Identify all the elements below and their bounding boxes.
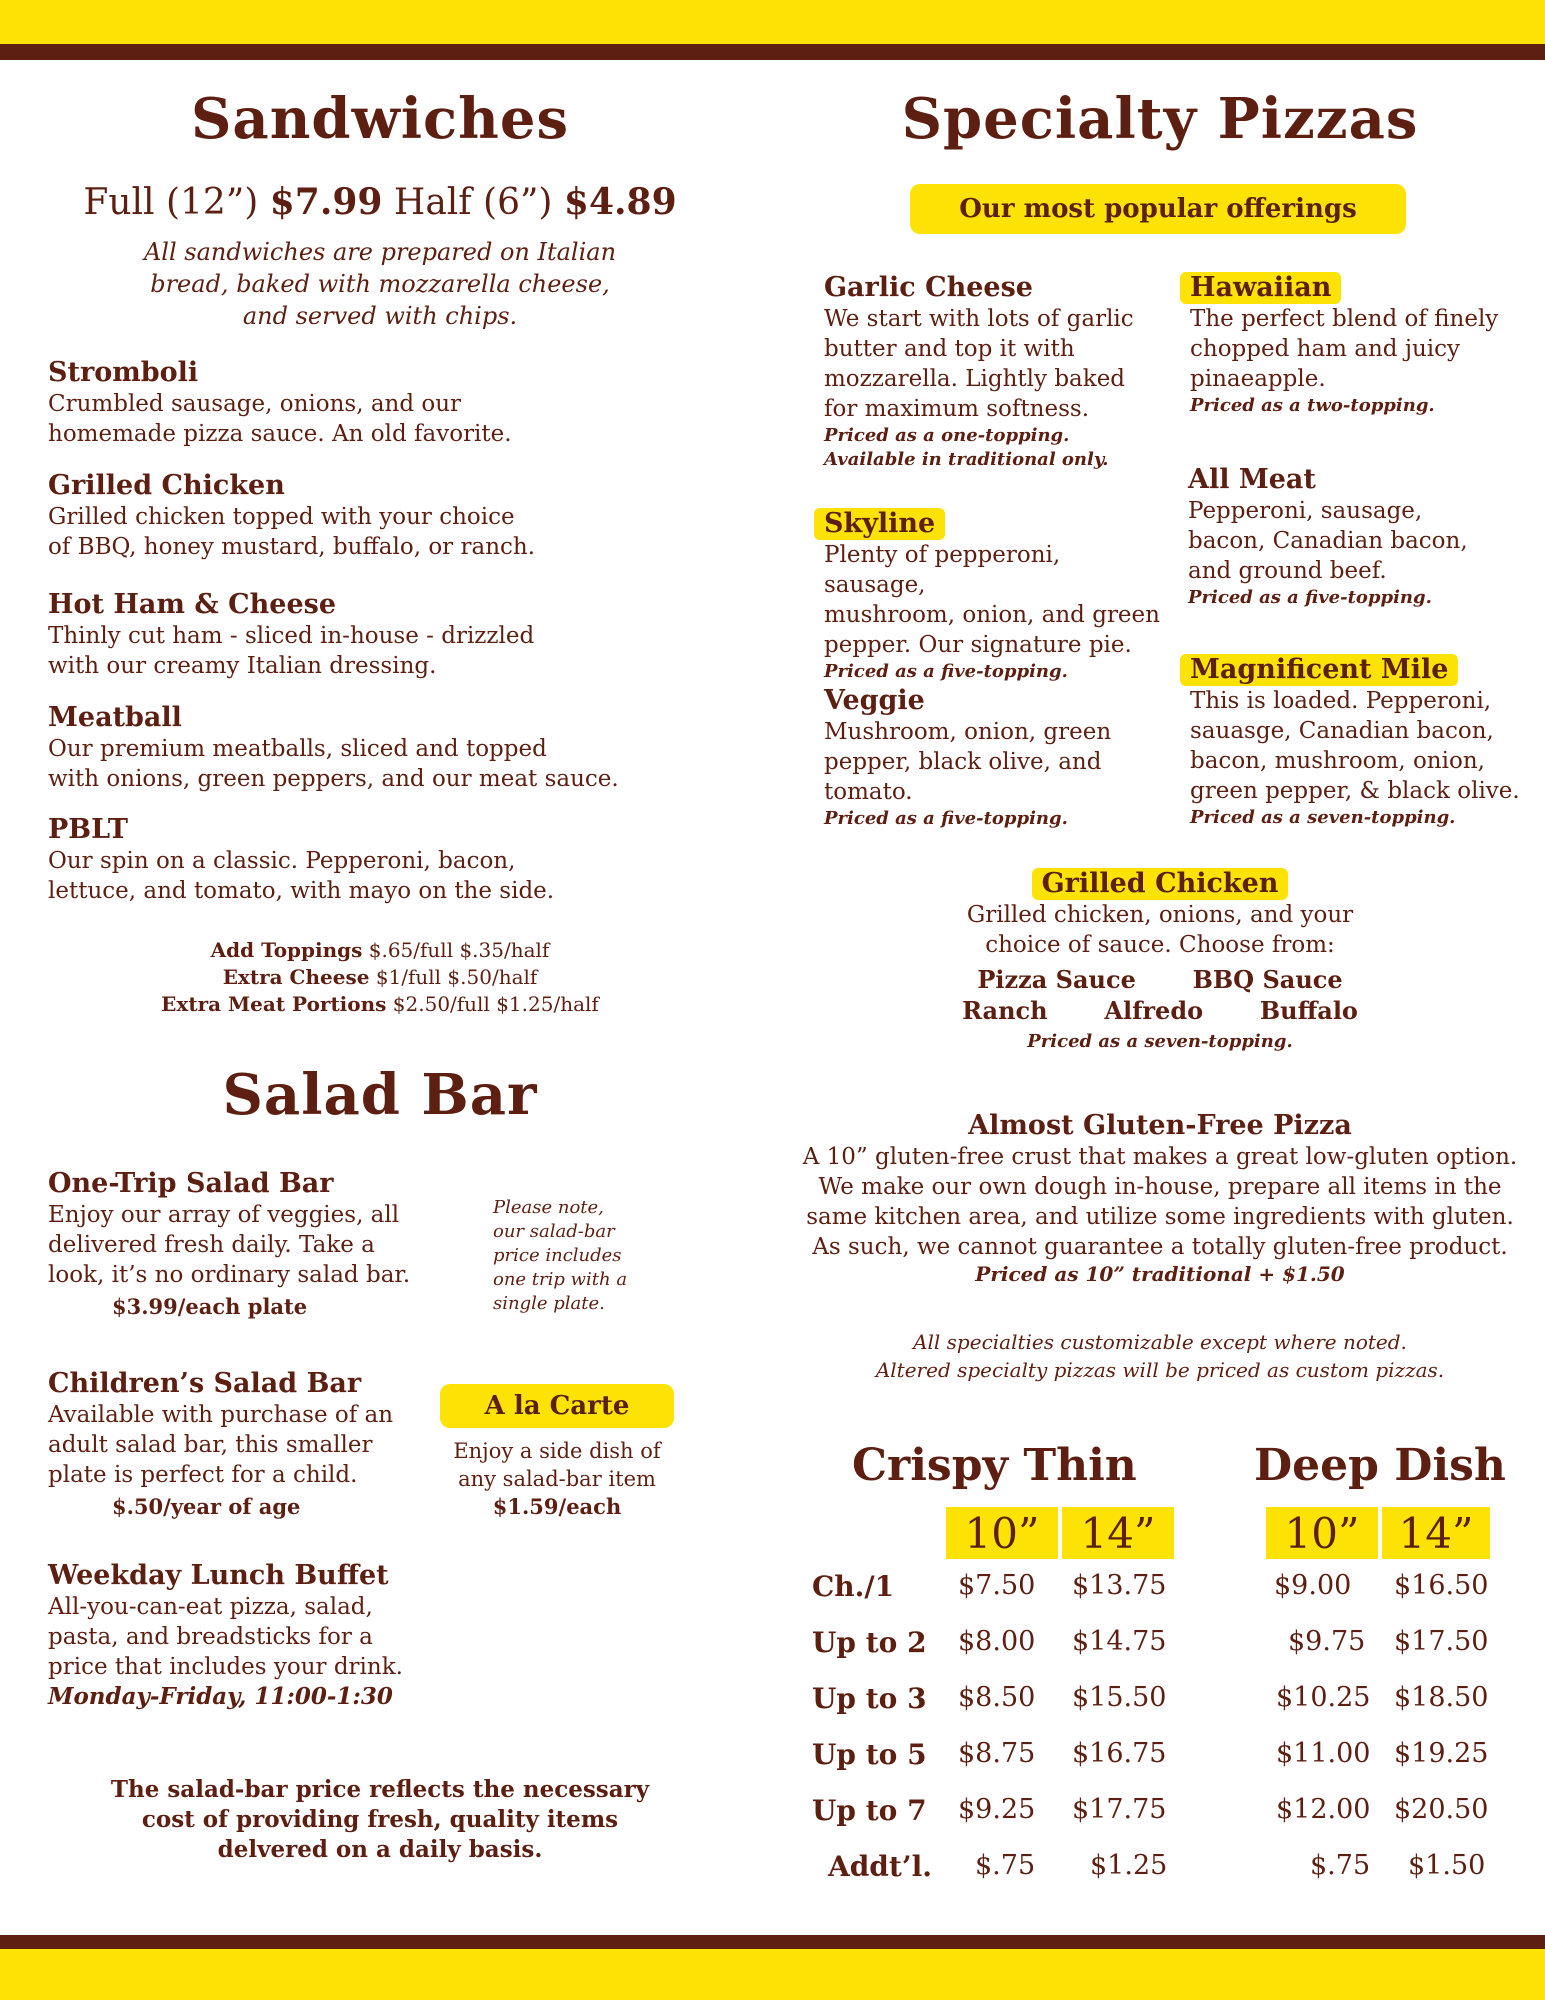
- item-desc-line: pepper. Our signature pie.: [824, 632, 1132, 658]
- footer-line: The salad-bar price reflects the necessary: [110, 1776, 650, 1803]
- sandwiches-section: [40, 86, 720, 152]
- item-name: Grilled Chicken: [1032, 868, 1289, 900]
- price-row: [810, 1622, 1510, 1678]
- sauce-row: [900, 996, 1420, 1026]
- item-desc-line: Pepperoni, sausage,: [1188, 498, 1423, 524]
- item-name: Veggie: [824, 685, 925, 716]
- item-desc-line: We start with lots of garlic: [824, 306, 1134, 332]
- deep-14-price: $1.50: [1408, 1850, 1486, 1881]
- item-desc-line: butter and top it with: [824, 336, 1075, 362]
- pizza-garlic-cheese: [824, 272, 1154, 472]
- item-name: Stromboli: [48, 357, 199, 388]
- thin-10-header: 10”: [946, 1507, 1058, 1559]
- item-desc-line: with our creamy Italian dressing.: [48, 653, 437, 679]
- pizza-grilled-chicken: [900, 868, 1420, 1054]
- pizzas-section: [790, 86, 1530, 152]
- thin-14-price: $17.75: [1072, 1794, 1167, 1825]
- intro-line: bread, baked with mozzarella cheese,: [150, 270, 610, 298]
- salad-buffet: [48, 1560, 488, 1712]
- custom-note-line: Altered specialty pizzas will be priced as custom pizzas.: [875, 1358, 1445, 1382]
- item-desc-line: lettuce, and tomato, with mayo on the side.: [48, 878, 555, 904]
- item-desc-line: Available with purchase of an: [48, 1402, 394, 1428]
- deep-14-price: $18.50: [1394, 1682, 1489, 1713]
- thin-10-price: $8.50: [958, 1682, 1036, 1713]
- item-name: Hawaiian: [1180, 272, 1341, 304]
- full-size-label: Full (12”): [83, 182, 259, 223]
- item-price: $3.99/each plate: [112, 1294, 308, 1319]
- crispy-thin-title: Crispy Thin: [852, 1440, 1137, 1491]
- price-row: [810, 1734, 1510, 1790]
- pricing-note: Priced as a seven-topping.: [1190, 807, 1456, 828]
- deep-10-price: $12.00: [1276, 1794, 1371, 1825]
- item-desc-line: All-you-can-eat pizza, salad,: [48, 1594, 373, 1620]
- pricing-note: Priced as a five-topping.: [1188, 587, 1432, 608]
- item-desc-line: tomato.: [824, 779, 913, 805]
- item-desc-line: Plenty of pepperoni, sausage,: [824, 542, 1061, 598]
- bottom-yellow-band: [0, 1949, 1545, 2000]
- extra-label: Extra Cheese: [222, 965, 370, 989]
- extra-label: Extra Meat Portions: [161, 992, 387, 1016]
- salad-one-trip: [48, 1168, 448, 1319]
- price-row: [810, 1790, 1510, 1846]
- thin-10-price: $.75: [975, 1850, 1036, 1881]
- item-name: Children’s Salad Bar: [48, 1368, 362, 1399]
- item-price: $.50/year of age: [112, 1494, 301, 1519]
- item-desc-line: As such, we cannot guarantee a totally gluten-free product.: [812, 1234, 1508, 1260]
- price-row: [810, 1678, 1510, 1734]
- deep-10-price: $10.25: [1276, 1682, 1371, 1713]
- item-name: Hot Ham & Cheese: [48, 589, 336, 620]
- pizzas-title: Specialty Pizzas: [901, 86, 1419, 152]
- item-desc-line: adult salad bar, this smaller: [48, 1432, 373, 1458]
- item-desc-line: Our premium meatballs, sliced and topped: [48, 736, 547, 762]
- salad-section: [40, 1062, 720, 1128]
- item-name: Grilled Chicken: [48, 470, 285, 501]
- top-brown-rule: [0, 44, 1545, 60]
- item-name: Garlic Cheese: [824, 272, 1033, 303]
- intro-line: and served with chips.: [242, 302, 518, 330]
- sauce-option: Alfredo: [1104, 996, 1204, 1025]
- extra-row: [40, 964, 720, 991]
- item-desc-line: of BBQ, honey mustard, buffalo, or ranch.: [48, 534, 536, 560]
- half-size-label: Half (6”): [393, 182, 553, 223]
- a-la-carte-label: A la Carte: [440, 1384, 674, 1428]
- extra-label: Add Toppings: [210, 938, 363, 962]
- sandwiches-title: Sandwiches: [190, 86, 570, 152]
- item-desc-line: mushroom, onion, and green: [824, 602, 1160, 628]
- note-line: one trip with a: [493, 1269, 628, 1290]
- deep-10-price: $9.75: [1288, 1626, 1366, 1657]
- note-line: our salad-bar: [493, 1221, 615, 1242]
- item-name: All Meat: [1188, 464, 1316, 495]
- salad-title: Salad Bar: [222, 1062, 538, 1128]
- item-desc-line: for maximum softness.: [824, 396, 1090, 422]
- deep-14-price: $20.50: [1394, 1794, 1489, 1825]
- item-desc-line: Mushroom, onion, green: [824, 719, 1112, 745]
- pricing-note: Priced as a seven-topping.: [1027, 1031, 1293, 1052]
- pizza-hawaiian: [1180, 272, 1520, 418]
- intro-line: All sandwiches are prepared on Italian: [143, 238, 617, 266]
- item-desc-line: choice of sauce. Choose from:: [985, 932, 1335, 958]
- item-desc-line: mozzarella. Lightly baked: [824, 366, 1126, 392]
- item-desc-line: same kitchen area, and utilize some ingredients with gluten.: [806, 1204, 1514, 1230]
- pricing-note: Priced as a one-topping.: [824, 425, 1070, 446]
- item-desc-line: Our spin on a classic. Pepperoni, bacon,: [48, 848, 516, 874]
- sandwich-item-pblt: [48, 814, 668, 906]
- item-desc-line: A 10” gluten-free crust that makes a great low-gluten option.: [802, 1144, 1518, 1170]
- item-desc-line: delivered fresh daily. Take a: [48, 1232, 375, 1258]
- pricing-note: Available in traditional only.: [824, 449, 1109, 470]
- salad-note: [493, 1196, 673, 1316]
- item-name: One-Trip Salad Bar: [48, 1168, 334, 1199]
- salad-footer: [70, 1775, 690, 1865]
- pricing-note: Priced as a five-topping.: [824, 808, 1068, 829]
- custom-note-line: All specialties customizable except where noted.: [913, 1330, 1407, 1354]
- a-la-carte-price: $1.59/each: [492, 1494, 622, 1519]
- deep-14-price: $17.50: [1394, 1626, 1489, 1657]
- item-desc-line: price that includes your drink.: [48, 1654, 403, 1680]
- bottom-brown-rule: [0, 1935, 1545, 1949]
- deep-14-price: $16.50: [1394, 1570, 1489, 1601]
- deep-14-header: 14”: [1382, 1507, 1490, 1559]
- deep-10-price: $11.00: [1276, 1738, 1371, 1769]
- thin-10-price: $7.50: [958, 1570, 1036, 1601]
- note-line: price includes: [493, 1245, 622, 1266]
- note-line: Please note,: [493, 1197, 604, 1218]
- item-name: Skyline: [814, 508, 945, 540]
- row-label: Ch./1: [812, 1570, 895, 1603]
- item-desc-line: homemade pizza sauce. An old favorite.: [48, 421, 512, 447]
- sauce-option: BBQ Sauce: [1192, 965, 1343, 994]
- item-desc-line: Crumbled sausage, onions, and our: [48, 391, 462, 417]
- item-desc-line: Enjoy our array of veggies, all: [48, 1202, 400, 1228]
- sandwich-extras: [40, 937, 720, 1018]
- pricing-note: Priced as a two-topping.: [1190, 395, 1435, 416]
- extra-price: $.65/full $.35/half: [368, 938, 550, 962]
- sauce-option: Pizza Sauce: [977, 965, 1136, 994]
- item-name: Weekday Lunch Buffet: [48, 1560, 389, 1591]
- pizza-all-meat: [1188, 464, 1518, 610]
- a-la-carte-details: [440, 1437, 674, 1521]
- sauce-row: [900, 964, 1420, 996]
- row-label: Addt’l.: [828, 1850, 932, 1883]
- extra-price: $1/full $.50/half: [375, 965, 538, 989]
- sandwich-item-stromboli: [48, 357, 608, 449]
- pizza-magnificent-mile: [1180, 654, 1520, 830]
- item-desc-line: This is loaded. Pepperoni,: [1190, 688, 1492, 714]
- item-desc-line: and ground beef.: [1188, 558, 1387, 584]
- item-desc-line: sauasge, Canadian bacon,: [1190, 718, 1494, 744]
- row-label: Up to 7: [812, 1794, 927, 1827]
- extra-row: [40, 937, 720, 964]
- thin-10-price: $8.00: [958, 1626, 1036, 1657]
- deep-dish-title: Deep Dish: [1254, 1440, 1506, 1491]
- deep-10-price: $.75: [1310, 1850, 1371, 1881]
- sandwich-item-hot-ham: [48, 589, 648, 681]
- a-la-carte-line: any salad-bar item: [458, 1467, 656, 1491]
- item-desc-line: pepper, black olive, and: [824, 749, 1102, 775]
- pricing-note: Priced as a five-topping.: [824, 661, 1068, 682]
- item-desc-line: chopped ham and juicy: [1190, 336, 1461, 362]
- half-size-price: $4.89: [563, 181, 677, 223]
- footer-line: delvered on a daily basis.: [217, 1836, 543, 1863]
- thin-14-price: $14.75: [1072, 1626, 1167, 1657]
- a-la-carte-line: Enjoy a side dish of: [453, 1439, 661, 1463]
- footer-line: cost of providing fresh, quality items: [141, 1806, 619, 1833]
- item-desc-line: pinaeapple.: [1190, 366, 1326, 392]
- deep-14-price: $19.25: [1394, 1738, 1489, 1769]
- pizza-veggie: [824, 685, 1154, 831]
- pizza-gluten-free: [790, 1110, 1530, 1286]
- item-desc-line: We make our own dough in-house, prepare all items in the: [818, 1174, 1502, 1200]
- deep-10-price: $9.00: [1274, 1570, 1352, 1601]
- thin-14-header: 14”: [1062, 1507, 1174, 1559]
- salad-children: [48, 1368, 448, 1519]
- item-desc-line: Grilled chicken, onions, and your: [966, 902, 1354, 928]
- row-label: Up to 3: [812, 1682, 927, 1715]
- thin-10-price: $8.75: [958, 1738, 1036, 1769]
- item-name: Magnificent Mile: [1180, 654, 1458, 686]
- item-desc-line: pasta, and breadsticks for a: [48, 1624, 373, 1650]
- note-line: single plate.: [493, 1293, 605, 1314]
- buffet-hours: Monday-Friday, 11:00-1:30: [48, 1683, 393, 1710]
- price-row: [810, 1846, 1510, 1902]
- price-table: [810, 1566, 1510, 1902]
- row-label: Up to 5: [812, 1738, 927, 1771]
- item-desc-line: look, it’s no ordinary salad bar.: [48, 1262, 411, 1288]
- thin-14-price: $1.25: [1090, 1850, 1168, 1881]
- item-name: PBLT: [48, 814, 128, 845]
- customization-note: [790, 1328, 1530, 1384]
- pricing-note: Priced as 10” traditional + $1.50: [975, 1262, 1345, 1286]
- item-name: Almost Gluten-Free Pizza: [968, 1110, 1352, 1141]
- price-row: [810, 1566, 1510, 1622]
- item-desc-line: green pepper, & black olive.: [1190, 778, 1520, 804]
- item-name: Meatball: [48, 702, 182, 733]
- item-desc-line: bacon, mushroom, onion,: [1190, 748, 1485, 774]
- sauce-option: Buffalo: [1259, 996, 1358, 1025]
- sandwich-item-grilled-chicken: [48, 470, 608, 562]
- sandwich-intro: [40, 236, 720, 332]
- item-desc-line: with onions, green peppers, and our meat sauce.: [48, 766, 619, 792]
- item-desc-line: Grilled chicken topped with your choice: [48, 504, 515, 530]
- item-desc-line: plate is perfect for a child.: [48, 1462, 358, 1488]
- extra-price: $2.50/full $1.25/half: [392, 992, 599, 1016]
- thin-10-price: $9.25: [958, 1794, 1036, 1825]
- sauce-option: Ranch: [962, 996, 1048, 1025]
- pizzas-subtitle: Our most popular offerings: [910, 184, 1406, 234]
- top-yellow-band: [0, 0, 1545, 44]
- thin-14-price: $13.75: [1072, 1570, 1167, 1601]
- sandwich-item-meatball: [48, 702, 668, 794]
- item-desc-line: The perfect blend of finely: [1190, 306, 1499, 332]
- item-desc-line: bacon, Canadian bacon,: [1188, 528, 1468, 554]
- thin-14-price: $15.50: [1072, 1682, 1167, 1713]
- extra-row: [40, 991, 720, 1018]
- deep-10-header: 10”: [1266, 1507, 1378, 1559]
- item-desc-line: Thinly cut ham - sliced in-house - drizzled: [48, 623, 535, 649]
- row-label: Up to 2: [812, 1626, 927, 1659]
- sandwich-sizes: [40, 180, 720, 225]
- thin-14-price: $16.75: [1072, 1738, 1167, 1769]
- pizza-skyline: [814, 508, 1164, 684]
- full-size-price: $7.99: [269, 181, 383, 223]
